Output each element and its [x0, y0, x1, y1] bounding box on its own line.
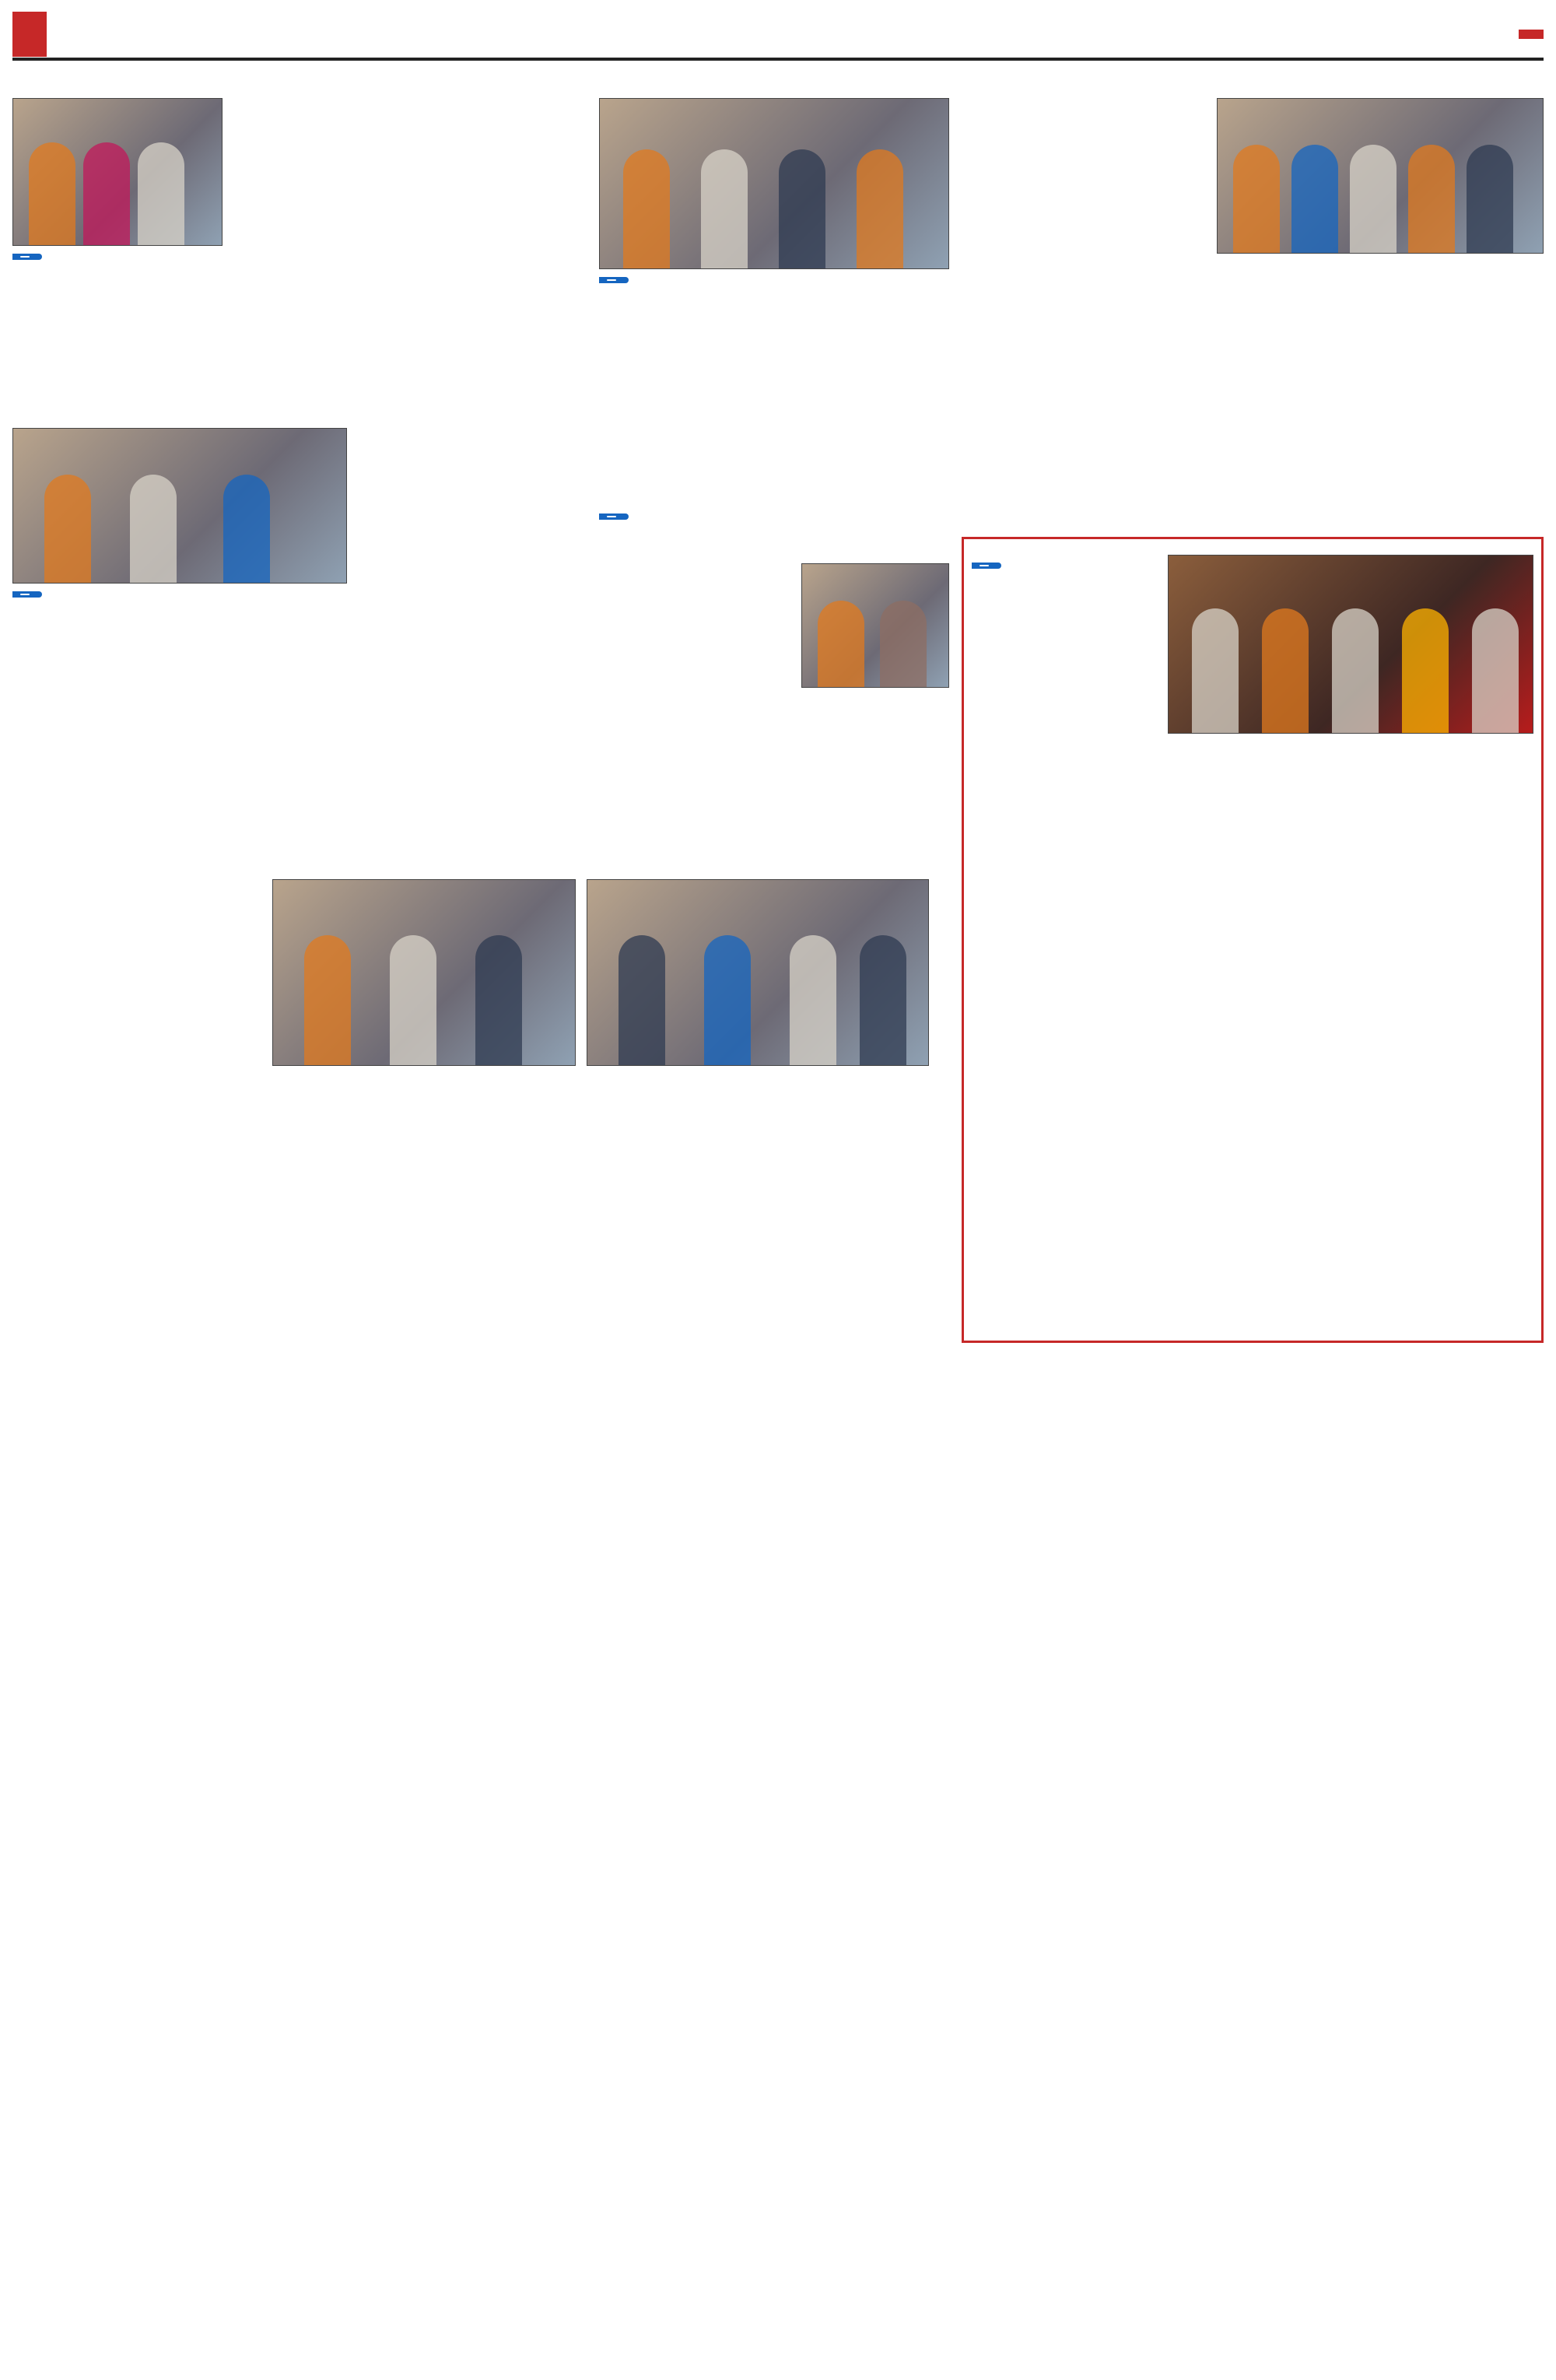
news-photo	[599, 98, 949, 269]
article-body	[356, 428, 588, 762]
byline-badge	[599, 514, 629, 520]
news-photo	[12, 98, 223, 246]
article-body	[12, 879, 261, 1284]
byline-bureau	[607, 279, 616, 281]
news-photo	[1168, 555, 1533, 734]
news-photo	[587, 879, 929, 1066]
brand-logo	[12, 12, 47, 57]
news-photo	[801, 563, 949, 688]
article-vaisakhi	[12, 92, 479, 419]
article-chairman	[599, 506, 949, 856]
byline-badge	[972, 563, 1001, 569]
article-body	[232, 98, 479, 246]
article-body	[599, 288, 949, 428]
byline-bureau	[607, 516, 616, 517]
article-sugar-mill	[12, 420, 588, 856]
article-doctor-gill	[599, 92, 949, 496]
news-photo	[272, 879, 576, 1066]
byline-bureau	[20, 256, 30, 258]
masthead	[12, 11, 1544, 61]
news-photo	[1217, 98, 1544, 254]
article-body	[599, 524, 794, 758]
article-education	[12, 871, 951, 1343]
byline-badge	[12, 591, 42, 598]
byline-bureau	[980, 565, 989, 566]
byline-bureau	[20, 594, 30, 595]
article-akal-takht	[962, 92, 1544, 528]
news-photo	[12, 428, 347, 584]
article-bbk-dav	[962, 537, 1544, 1343]
page-number	[1519, 30, 1544, 39]
byline-badge	[12, 254, 42, 260]
article-body	[962, 98, 1207, 456]
byline-badge	[599, 277, 629, 283]
article-body	[972, 573, 1158, 1211]
